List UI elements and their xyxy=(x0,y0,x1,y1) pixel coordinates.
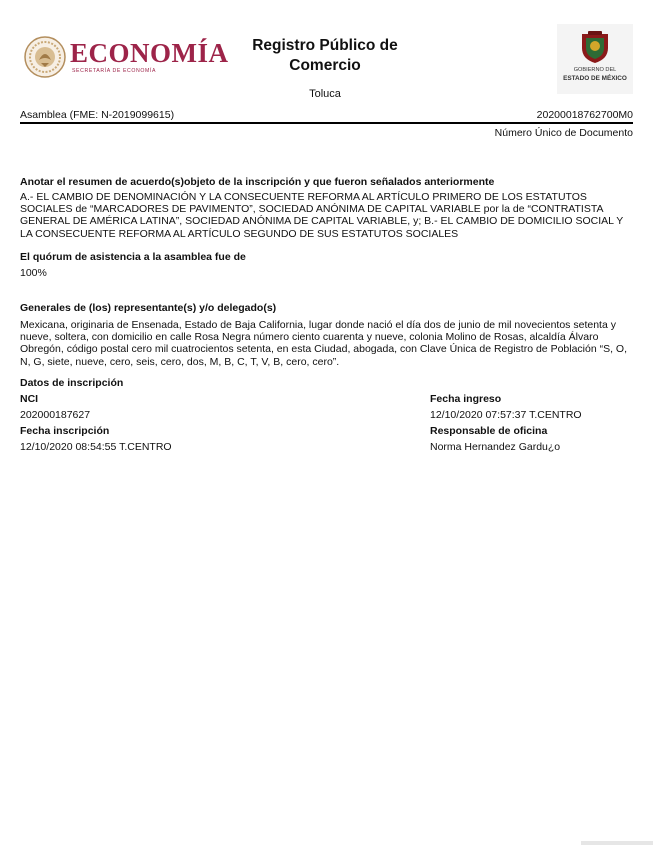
quorum-heading: El quórum de asistencia a la asamblea fue de xyxy=(20,251,246,263)
page-corner xyxy=(581,841,653,845)
registration-heading: Datos de inscripción xyxy=(20,377,124,389)
nci-value: 202000187627 xyxy=(20,409,91,421)
state-logo xyxy=(557,24,633,94)
representatives-text: Mexicana, originaria de Ensenada, Estado de Baja California, lugar donde nació el día dos de junio de mil novecientos setenta y nueve, soltera, con domicilio en calle Rosa Negra número ciento cuarenta y nueve, colonia Molino de Rosas, alcaldía Álvaro Obregón, código postal cero mil cuatrocientos setenta, en esta Ciudad, abogada, con Clave Única de Registro de Población “S, O, N, G, siete, nueve, cero, seis, cero, dos, M, B, C, T, V, B, cero, cero”. xyxy=(20,319,628,368)
summary-heading: Anotar el resumen de acuerdo(s)objeto de la inscripción y que fueron señalados anteriormente xyxy=(20,176,495,188)
brand-name: ECONOMÍA xyxy=(70,38,229,68)
inscription-date-label: Fecha inscripción xyxy=(20,425,110,437)
inscription-date-value: 12/10/2020 08:54:55 T.CENTRO xyxy=(20,441,172,453)
state-label: ESTADO DE MÉXICO xyxy=(563,75,627,82)
representatives-heading: Generales de (los) representante(s) y/o delegado(s) xyxy=(20,302,277,314)
state-shield-icon xyxy=(578,30,612,64)
summary-text: A.- EL CAMBIO DE DENOMINACIÓN Y LA CONSECUENTE REFORMA AL ARTÍCULO PRIMERO DE LOS ESTATUTOS SOCIALES de “MARCADORES DE PAVIMENTO”, SOCIEDAD ANÓNIMA DE CAPITAL VARIABLE por la de “CONTRATISTA GENERAL DE AMÉRICA LATINA”, SOCIEDAD ANÓNIMA DE CAPITAL VARIABLE, y; B.- EL CAMBIO DE DOMICILIO SOCIAL Y LA CONSECUENTE REFORMA AL ARTÍCULO SEGUNDO DE SUS ESTATUTOS SOCIALES xyxy=(20,191,624,240)
document-number-caption: Número Único de Documento xyxy=(494,127,633,139)
entry-date-label: Fecha ingreso xyxy=(430,393,502,405)
national-seal-icon xyxy=(24,36,66,78)
page-title: Registro Público de Comercio xyxy=(252,37,398,74)
header-divider xyxy=(20,122,633,124)
document-number: 20200018762700M0 xyxy=(536,109,633,121)
quorum-value: 100% xyxy=(20,267,47,279)
office-head-value: Norma Hernandez Gardu¿o xyxy=(430,441,561,453)
document-reference: Asamblea (FME: N-2019099615) xyxy=(20,109,175,121)
government-label: GOBIERNO DEL xyxy=(573,67,617,73)
entry-date-value: 12/10/2020 07:57:37 T.CENTRO xyxy=(430,409,582,421)
office-head-label: Responsable de oficina xyxy=(430,425,548,437)
economia-logo xyxy=(24,36,229,82)
nci-label: NCI xyxy=(20,393,39,405)
city-name: Toluca xyxy=(309,88,341,100)
brand-subtitle: SECRETARÍA DE ECONOMÍA xyxy=(72,68,157,74)
